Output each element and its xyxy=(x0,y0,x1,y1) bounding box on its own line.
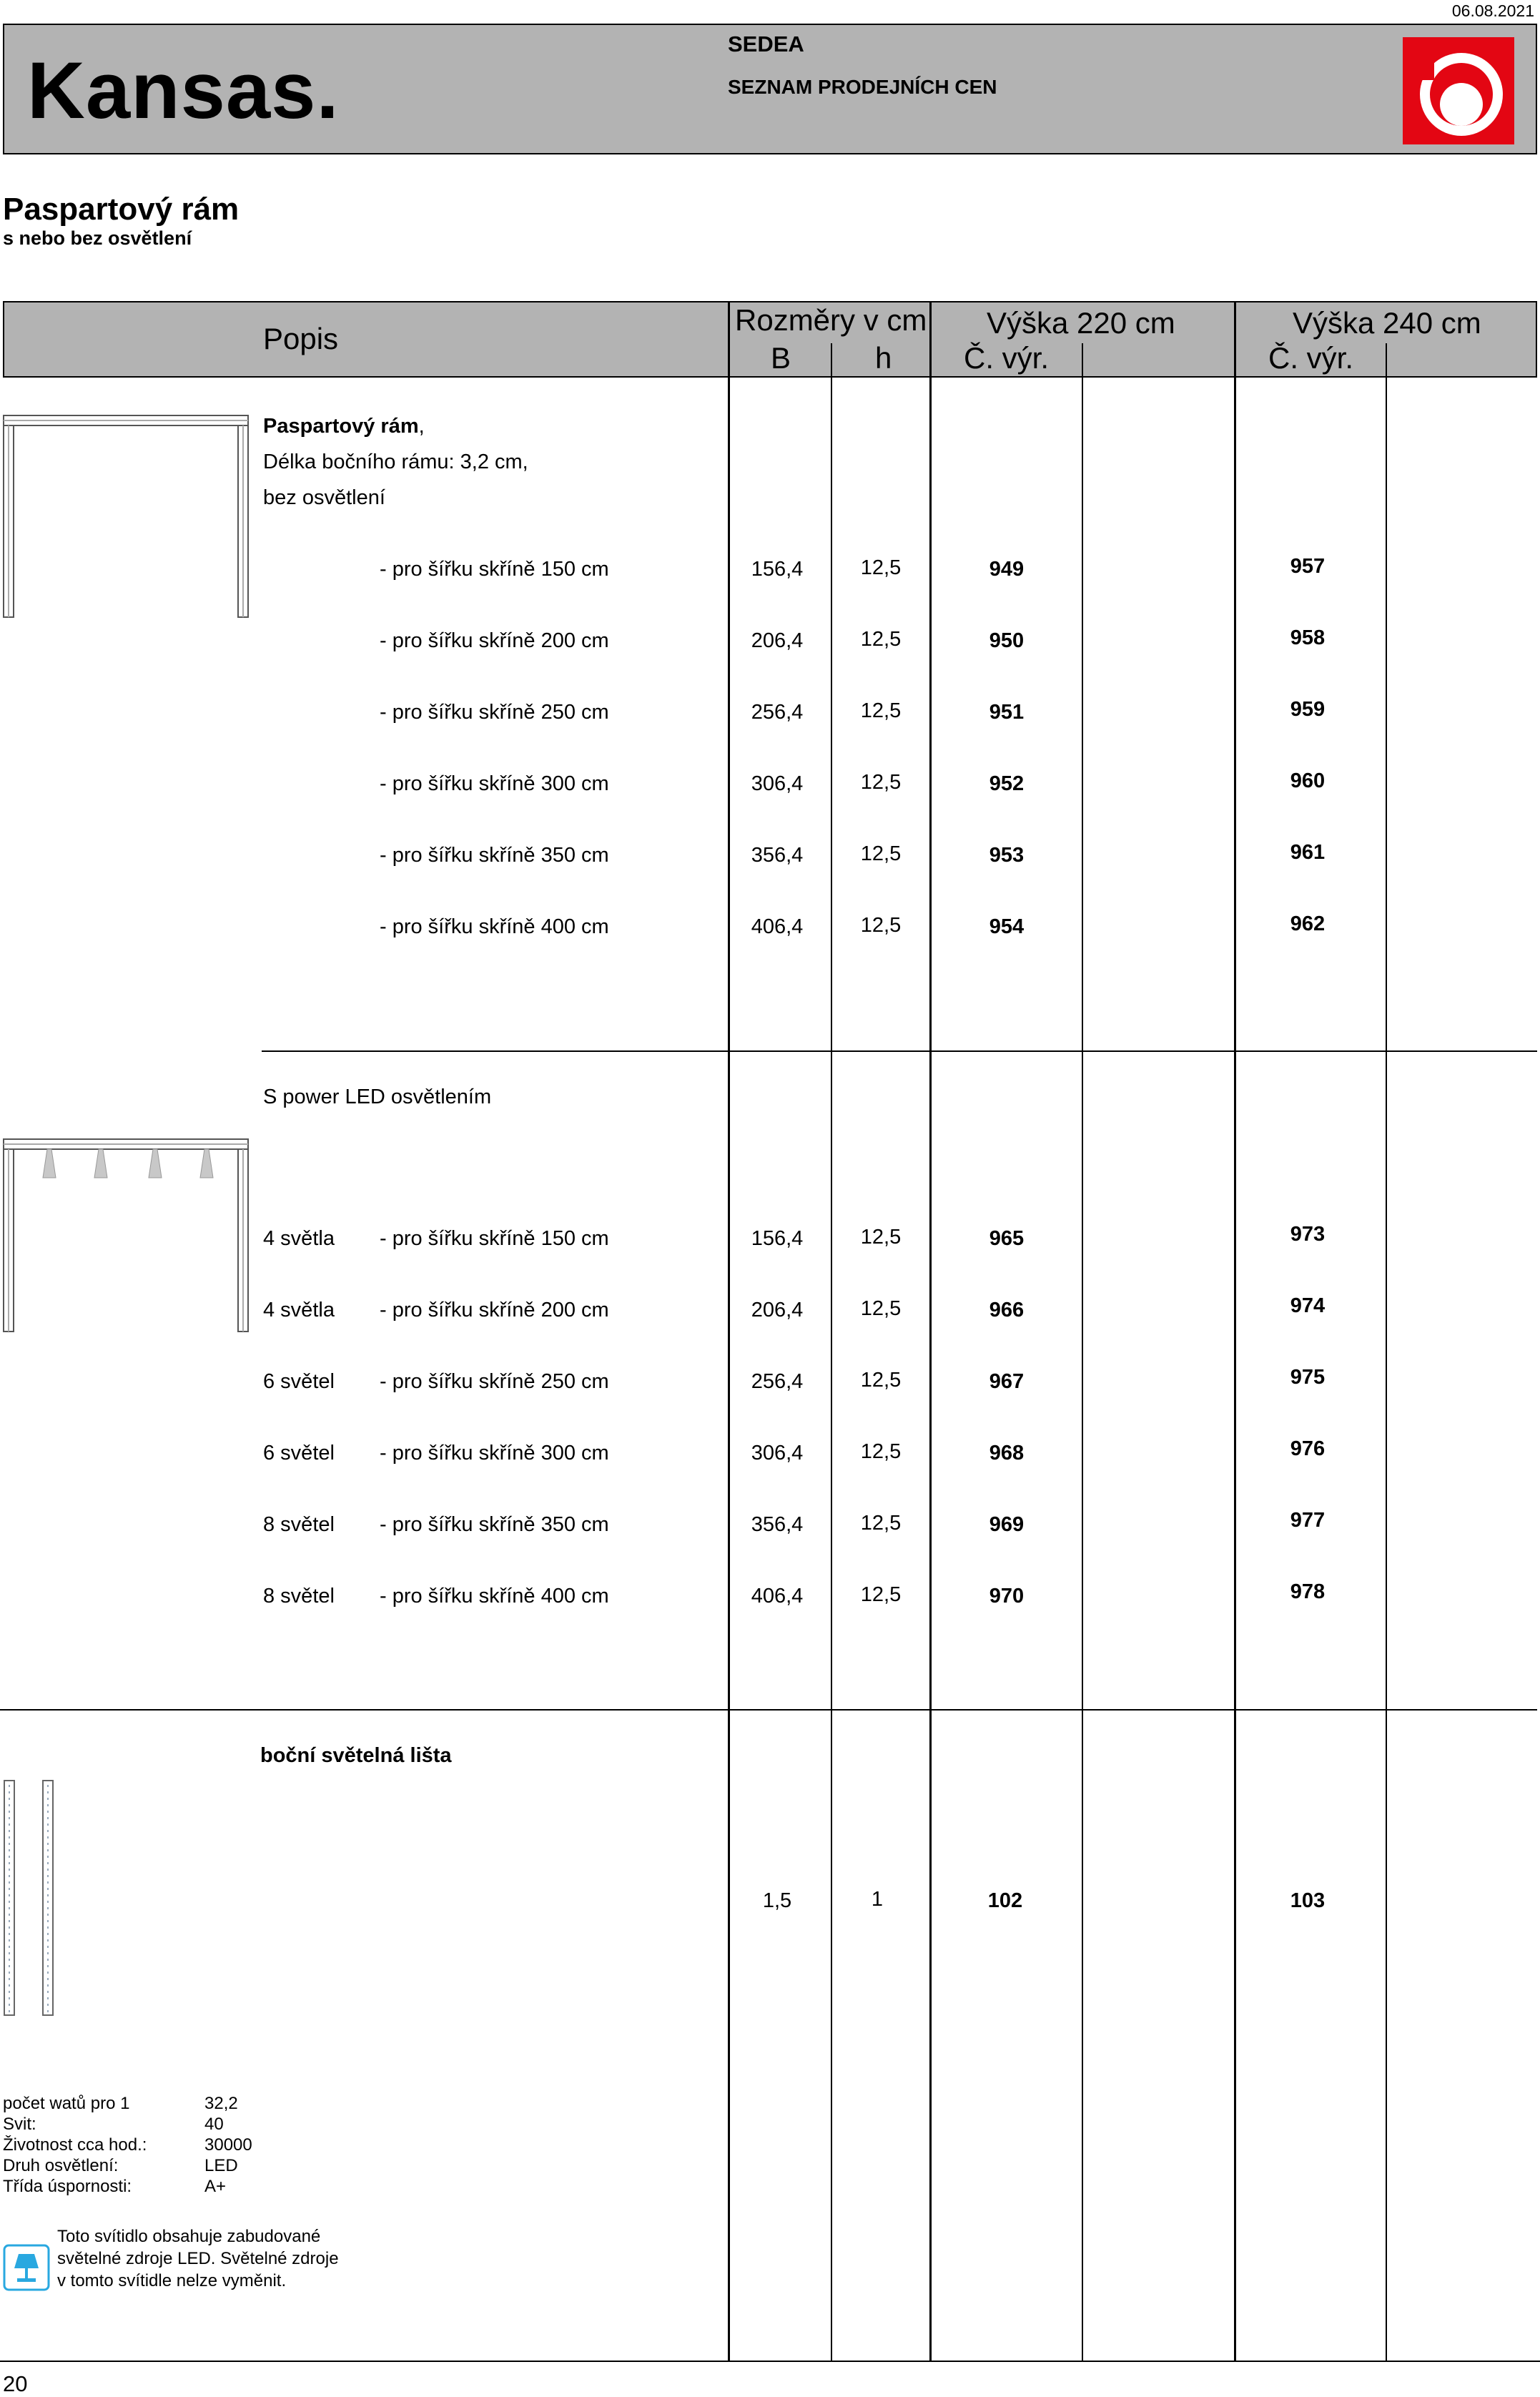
row-code-220: 968 xyxy=(989,1442,1025,1465)
page-number: 20 xyxy=(3,2371,28,2396)
row-lights: 4 světla xyxy=(263,1227,335,1250)
header-vyska-220: Výška 220 cm xyxy=(987,306,1175,340)
column-divider xyxy=(1386,343,1387,2361)
spec-value: 30000 xyxy=(204,2135,252,2155)
group-separator xyxy=(0,1709,1537,1711)
group-separator xyxy=(262,1050,1537,1052)
row-width-b: 156,4 xyxy=(751,1227,804,1250)
group1-frame-length: Délka bočního rámu: 3,2 cm, xyxy=(263,451,528,473)
header-cvyr-220: Č. výr. xyxy=(964,341,1050,375)
row-description: - pro šířku skříně 400 cm xyxy=(380,1585,609,1608)
spec-label: Životnost cca hod.: xyxy=(3,2135,147,2155)
row-width-b: 406,4 xyxy=(751,1585,804,1608)
row-code-240: 978 xyxy=(1290,1580,1326,1603)
row-code-240: 959 xyxy=(1290,698,1326,721)
spec-label: Druh osvětlení: xyxy=(3,2156,119,2175)
row-width-b: 306,4 xyxy=(751,772,804,795)
document-date: 06.08.2021 xyxy=(1451,1,1534,20)
frame-drawing-icon xyxy=(3,415,249,619)
group3-b: 1,5 xyxy=(762,1889,792,1912)
row-code-220: 970 xyxy=(989,1585,1025,1608)
row-width-b: 306,4 xyxy=(751,1442,804,1465)
row-code-240: 977 xyxy=(1290,1509,1326,1532)
row-description: - pro šířku skříně 350 cm xyxy=(380,844,609,867)
row-description: - pro šířku skříně 300 cm xyxy=(380,772,609,795)
row-width-b: 156,4 xyxy=(751,558,804,581)
row-code-220: 952 xyxy=(989,772,1025,795)
row-height-h: 12,5 xyxy=(860,842,902,865)
column-divider xyxy=(1082,343,1083,2361)
section-subtitle: s nebo bez osvětlení xyxy=(3,227,192,249)
row-width-b: 256,4 xyxy=(751,701,804,724)
row-code-220: 953 xyxy=(989,844,1025,867)
row-lights: 6 světel xyxy=(263,1370,335,1393)
row-code-220: 965 xyxy=(989,1227,1025,1250)
row-width-b: 356,4 xyxy=(751,844,804,867)
header-h: h xyxy=(875,341,892,375)
row-width-b: 356,4 xyxy=(751,1513,804,1536)
group3-c240: 103 xyxy=(1290,1889,1326,1912)
row-height-h: 12,5 xyxy=(860,771,902,794)
document-type: SEZNAM PRODEJNÍCH CEN xyxy=(728,76,997,98)
group3-h: 1 xyxy=(871,1888,884,1911)
row-width-b: 256,4 xyxy=(751,1370,804,1393)
row-width-b: 406,4 xyxy=(751,915,804,938)
row-height-h: 12,5 xyxy=(860,699,902,722)
row-code-220: 954 xyxy=(989,915,1025,938)
spec-value: LED xyxy=(204,2156,238,2175)
header-b: B xyxy=(771,341,791,375)
row-code-240: 962 xyxy=(1290,912,1326,935)
row-height-h: 12,5 xyxy=(860,1440,902,1463)
row-description: - pro šířku skříně 250 cm xyxy=(380,1370,609,1393)
row-code-240: 958 xyxy=(1290,626,1326,649)
row-height-h: 12,5 xyxy=(860,556,902,579)
row-height-h: 12,5 xyxy=(860,914,902,937)
row-code-220: 969 xyxy=(989,1513,1025,1536)
row-code-240: 960 xyxy=(1290,769,1326,792)
row-code-240: 974 xyxy=(1290,1294,1326,1317)
group1-title: Paspartový rám, xyxy=(263,415,425,438)
table-bottom-line xyxy=(0,2361,1540,2362)
header-vyska-240: Výška 240 cm xyxy=(1293,306,1481,340)
column-divider xyxy=(1234,301,1236,2361)
row-code-240: 961 xyxy=(1290,841,1326,864)
row-height-h: 12,5 xyxy=(860,1583,902,1606)
row-code-240: 973 xyxy=(1290,1223,1326,1246)
group3-c220: 102 xyxy=(987,1889,1023,1912)
column-divider xyxy=(929,301,932,2361)
row-width-b: 206,4 xyxy=(751,1299,804,1321)
group2-title: S power LED osvětlením xyxy=(263,1086,492,1108)
row-description: - pro šířku skříně 350 cm xyxy=(380,1513,609,1536)
group3-title: boční světelná lišta xyxy=(260,1744,452,1767)
row-description: - pro šířku skříně 250 cm xyxy=(380,701,609,724)
company-name: SEDEA xyxy=(728,31,804,56)
row-height-h: 12,5 xyxy=(860,1226,902,1249)
row-code-220: 949 xyxy=(989,558,1025,581)
row-lights: 4 světla xyxy=(263,1299,335,1321)
row-description: - pro šířku skříně 150 cm xyxy=(380,558,609,581)
header-rozmery: Rozměry v cm xyxy=(735,303,927,337)
section-title: Paspartový rám xyxy=(3,192,240,227)
row-width-b: 206,4 xyxy=(751,629,804,652)
spec-value: A+ xyxy=(204,2177,227,2196)
sedea-logo-icon xyxy=(1403,37,1514,144)
spec-value: 40 xyxy=(204,2115,224,2134)
lamp-info-icon xyxy=(3,2244,50,2291)
row-height-h: 12,5 xyxy=(860,1297,902,1320)
row-code-240: 976 xyxy=(1290,1437,1326,1460)
led-strip-drawing-icon xyxy=(3,1779,54,2017)
row-lights: 8 světel xyxy=(263,1513,335,1536)
spec-label: počet watů pro 1 xyxy=(3,2094,130,2113)
led-info-note: Toto svítidlo obsahuje zabudované světelné zdroje LED. Světelné zdroje v tomto svítidle nelze vyměnit. xyxy=(57,2227,339,2290)
row-description: - pro šířku skříně 200 cm xyxy=(380,1299,609,1321)
row-lights: 6 světel xyxy=(263,1442,335,1465)
group1-no-lighting: bez osvětlení xyxy=(263,486,385,509)
row-code-220: 967 xyxy=(989,1370,1025,1393)
row-code-220: 951 xyxy=(989,701,1025,724)
row-description: - pro šířku skříně 150 cm xyxy=(380,1227,609,1250)
row-description: - pro šířku skříně 400 cm xyxy=(380,915,609,938)
column-divider xyxy=(728,301,730,2361)
header-cvyr-240: Č. výr. xyxy=(1268,341,1354,375)
header-popis: Popis xyxy=(263,322,339,355)
row-description: - pro šířku skříně 200 cm xyxy=(380,629,609,652)
brand-title: Kansas. xyxy=(27,46,340,135)
row-height-h: 12,5 xyxy=(860,628,902,651)
spec-label: Třída úspornosti: xyxy=(3,2177,132,2196)
row-height-h: 12,5 xyxy=(860,1512,902,1535)
row-code-240: 957 xyxy=(1290,555,1326,578)
row-height-h: 12,5 xyxy=(860,1369,902,1392)
spec-value: 32,2 xyxy=(204,2094,238,2113)
row-lights: 8 světel xyxy=(263,1585,335,1608)
spec-label: Svit: xyxy=(3,2115,36,2134)
row-description: - pro šířku skříně 300 cm xyxy=(380,1442,609,1465)
row-code-220: 966 xyxy=(989,1299,1025,1321)
row-code-240: 975 xyxy=(1290,1366,1326,1389)
frame-led-drawing-icon xyxy=(3,1138,249,1333)
row-code-220: 950 xyxy=(989,629,1025,652)
